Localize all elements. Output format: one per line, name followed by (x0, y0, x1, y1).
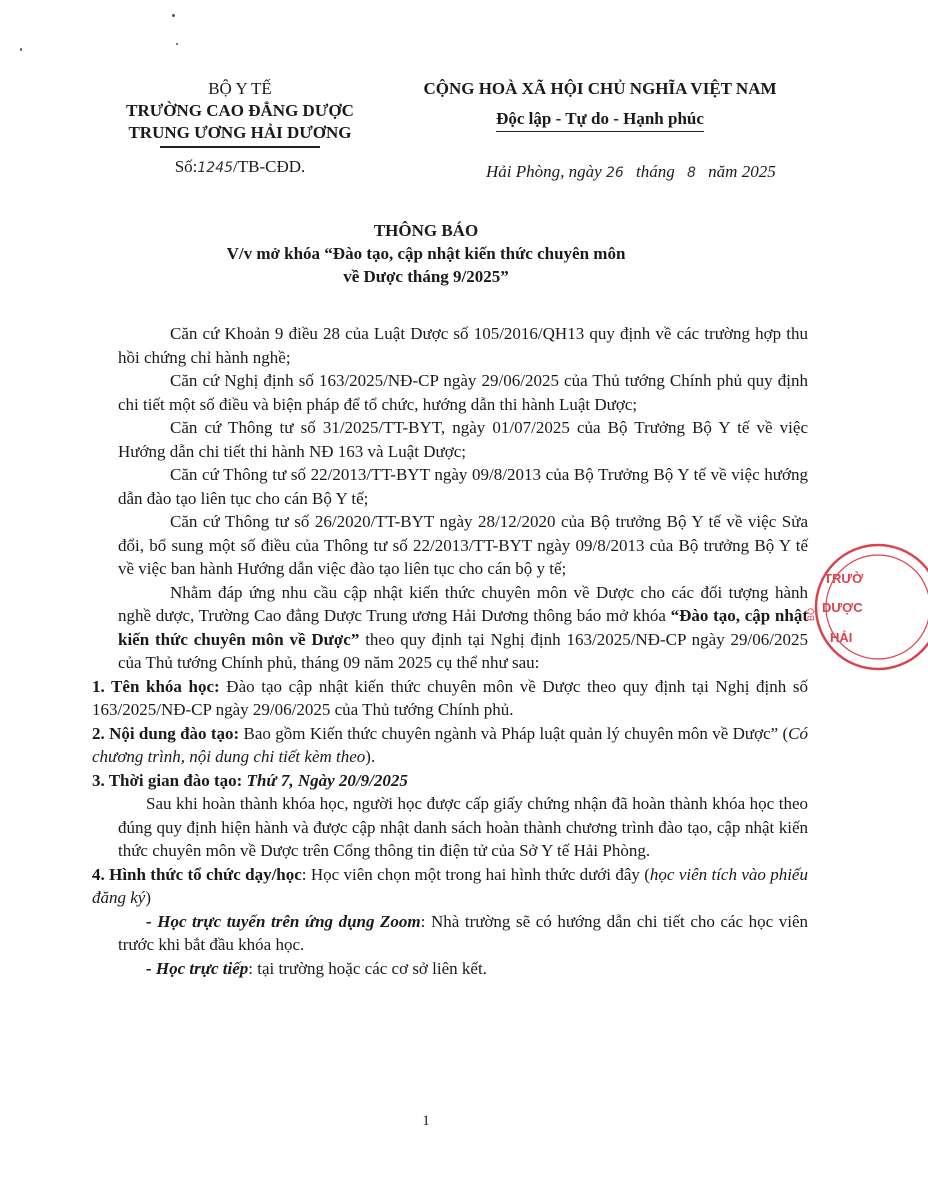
section-2-italic: Có chương trình, nội dung chi tiết kèm theo (92, 723, 809, 766)
national-header (400, 78, 800, 132)
number-prefix: Số: (174, 156, 198, 176)
option-online-label: - Học trực tuyến trên ứng dụng Zoom (146, 911, 421, 931)
section-3-label: 3. Thời gian đào tạo: (92, 770, 243, 790)
purpose-paragraph (118, 581, 808, 675)
issuer-underline (160, 146, 320, 148)
section-4-label: 4. Hình thức tổ chức dạy/học (92, 864, 302, 884)
scan-speck (172, 14, 175, 17)
option-in-person-label: - Học trực tiếp (146, 958, 249, 978)
notice-body (92, 322, 809, 980)
page-number: 1 (422, 1113, 430, 1129)
course-name: “Đào tạo, cập nhật kiến thức chuyên môn về Dược” (118, 606, 808, 649)
number-suffix: /TB-CĐD. (233, 156, 306, 176)
section-4-text: : Học viên chọn một trong hai hình thức dưới đây ( (301, 864, 650, 884)
section-2-label: 2. Nội dung đào tạo: (92, 723, 240, 743)
legal-basis-1: Căn cứ Khoản 9 điều 28 của Luật Dược số 105/2016/QH13 quy định về các trường hợp thu hồi chứng chỉ hành nghề; (118, 324, 808, 367)
section-4-italic: học viên tích vào phiếu đăng ký (92, 864, 808, 907)
legal-basis-5: Căn cứ Thông tư số 26/2020/TT-BYT ngày 28/12/2020 của Bộ trưởng Bộ Y tế về việc Sửa đổi, bổ sung một số điều của Thông tư số 22/2013/TT-BYT ngày 09/8/2013 của Bộ trưởng Bộ Y tế về việc ban hành Hướng dẫn việc đào tạo liên tục cho cán bộ y tế; (118, 512, 808, 578)
section-time-detail: Sau khi hoàn thành khóa học, người học được cấp giấy chứng nhận đã hoàn thành khóa học theo đúng quy định hiện hành và được cập nhật danh sách hoàn thành chương trình đào tạo, cập nhật kiến thức chuyên môn về Dược trên Cổng thông tin điện tử của Sở Y tế Hải Phòng. (118, 794, 808, 860)
date-day: 26 (605, 165, 624, 181)
option-in-person-text: : tại trường hoặc các cơ sở liên kết. (248, 958, 487, 978)
ministry-name: BỘ Y TẾ (208, 79, 272, 98)
school-name-line2: TRUNG ƯƠNG HẢI DƯƠNG (128, 123, 352, 142)
section-1-text: Đào tạo cập nhật kiến thức chuyên môn về Dược theo quy định tại Nghị định số 163/2025/NĐ-CP ngày 29/06/2025 của Thủ tướng Chính phủ. (92, 676, 808, 719)
legal-basis-3: Căn cứ Thông tư số 31/2025/TT-BYT, ngày 01/07/2025 của Bộ Trưởng Bộ Y tế về việc Hướng dẫn chi tiết thi hành NĐ 163 và Luật Dược; (118, 418, 808, 461)
scan-speck (176, 43, 178, 45)
legal-basis-2: Căn cứ Nghị định số 163/2025/NĐ-CP ngày 29/06/2025 của Thủ tướng Chính phủ quy định chi tiết một số điều và biện pháp để tổ chức, hướng dẫn thi hành Luật Dược; (118, 371, 808, 414)
nation-name: CỘNG HOÀ XÃ HỘI CHỦ NGHĨA VIỆT NAM (423, 79, 777, 98)
notice-subject-line2: về Dược tháng 9/2025” (343, 267, 509, 286)
seal-text-1: TRƯỜ (824, 571, 864, 586)
section-4-end: ) (145, 888, 152, 907)
notice-heading: THÔNG BÁO (373, 221, 479, 240)
section-2-end: ). (365, 747, 376, 766)
date-line (486, 162, 776, 182)
purpose-text: Nhằm đáp ứng nhu cầu cập nhật kiến thức chuyên môn về Dược cho các đối tượng hành nghề dược, Trường Cao đẳng Dược Trung ương Hải Dương thông báo mở khóa (118, 582, 808, 625)
date-month: 8 (687, 165, 696, 181)
official-seal-fragment (808, 535, 928, 685)
section-course-name (92, 675, 808, 722)
section-3-date: Thứ 7, Ngày 20/9/2025 (242, 770, 408, 790)
school-name-line1: TRƯỜNG CAO ĐẲNG DƯỢC (126, 101, 354, 120)
document-number (100, 156, 380, 179)
section-2-text: Bao gồm Kiến thức chuyên ngành và Pháp luật quản lý chuyên môn về Dược” ( (239, 723, 789, 743)
legal-basis-4: Căn cứ Thông tư số 22/2013/TT-BYT ngày 09/8/2013 của Bộ Trưởng Bộ Y tế về việc hướng dẫn đào tạo liên tục cho cán Bộ Y tế; (118, 465, 808, 508)
section-1-label: 1. Tên khóa học: (92, 676, 220, 696)
seal-text-side: BỘ (806, 607, 816, 621)
date-place: Hải Phòng, ngày (486, 162, 602, 181)
issuer-block (100, 78, 380, 179)
option-in-person (118, 957, 808, 981)
number-handwritten: 1245 (197, 159, 234, 176)
year-label: năm 2025 (708, 162, 776, 181)
seal-text-2: DƯỢC (822, 600, 863, 615)
notice-subject-line1: V/v mở khóa “Đào tạo, cập nhật kiến thức chuyên môn (226, 244, 626, 263)
purpose-text-end: theo quy định tại Nghị định 163/2025/NĐ-CP ngày 29/06/2025 của Thủ tướng Chính phủ, tháng 09 năm 2025 cụ thể như sau: (118, 629, 808, 672)
section-format (92, 863, 808, 910)
section-time (92, 769, 808, 793)
section-content (92, 722, 808, 769)
month-label: tháng (636, 162, 675, 181)
seal-text-3: HẢI (830, 630, 853, 645)
option-online-text: : Nhà trường sẽ có hướng dẫn chi tiết cho các học viên trước khi bắt đầu khóa học. (118, 911, 808, 954)
scan-speck (20, 48, 22, 51)
notice-title (0, 219, 852, 288)
option-online (118, 910, 808, 957)
national-motto: Độc lập - Tự do - Hạnh phúc (496, 108, 704, 132)
